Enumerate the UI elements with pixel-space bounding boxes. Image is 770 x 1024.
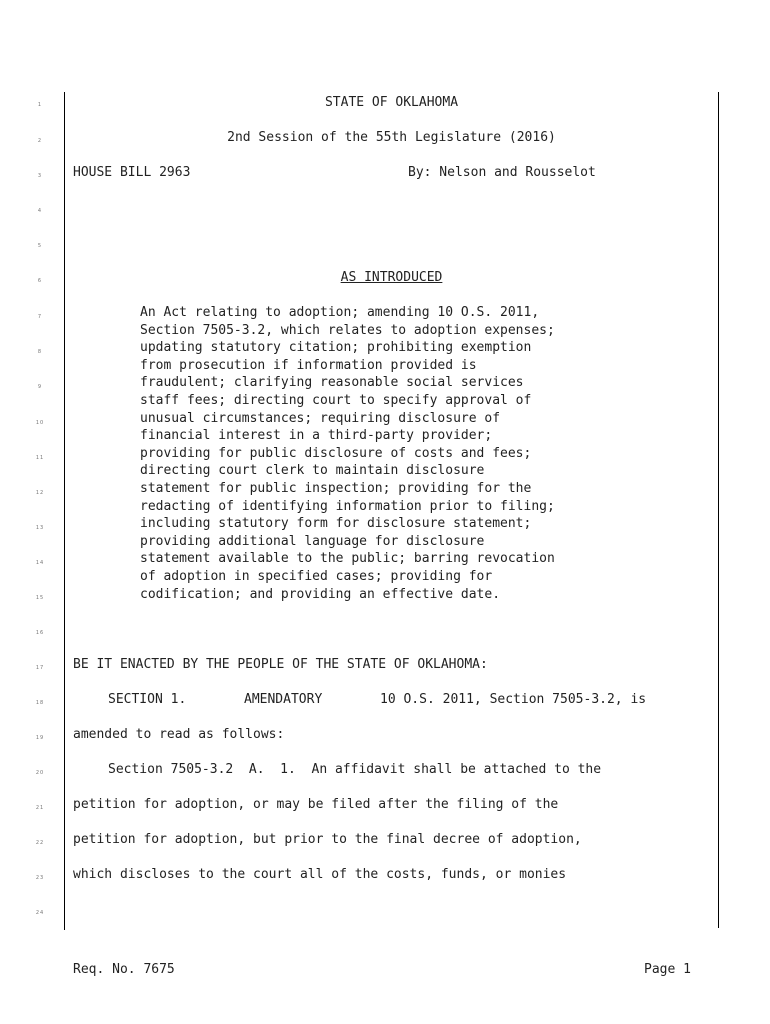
bill-number: HOUSE BILL 2963	[73, 165, 191, 180]
abstract-line: redacting of identifying information prior to filing;	[140, 498, 555, 514]
line-number: 3	[37, 173, 43, 179]
session-heading: 2nd Session of the 55th Legislature (2016)	[227, 130, 556, 145]
left-margin-rule	[64, 92, 65, 930]
line-number: 14	[35, 560, 45, 566]
abstract-line: providing additional language for disclosure	[140, 533, 485, 549]
section-label: SECTION 1.	[108, 692, 187, 707]
bill-abstract	[140, 304, 555, 603]
body-line-23: which discloses to the court all of the costs, funds, or monies	[73, 867, 567, 882]
abstract-line: updating statutory citation; prohibiting exemption	[140, 340, 532, 356]
line-number: 23	[35, 875, 45, 881]
abstract-line: directing court clerk to maintain disclosure	[140, 463, 485, 479]
line-number: 24	[35, 910, 45, 916]
line-number: 18	[35, 700, 45, 706]
line-number: 22	[35, 840, 45, 846]
abstract-line: An Act relating to adoption; amending 10 O.S. 2011,	[140, 305, 540, 320]
enacting-clause: BE IT ENACTED BY THE PEOPLE OF THE STATE OF OKLAHOMA:	[73, 657, 488, 672]
request-number: Req. No. 7675	[73, 962, 175, 977]
line-number: 10	[35, 420, 45, 426]
line-number: 21	[35, 805, 45, 811]
right-margin-rule	[718, 92, 719, 928]
line-number: 17	[35, 665, 45, 671]
abstract-line: codification; and providing an effective date.	[140, 586, 501, 602]
line-number: 2	[37, 138, 43, 144]
line-number: 7	[37, 314, 43, 320]
line-number: 12	[35, 490, 45, 496]
abstract-line: including statutory form for disclosure statement;	[140, 516, 532, 532]
line-number: 5	[37, 243, 43, 249]
abstract-line: unusual circumstances; requiring disclosure of	[140, 410, 501, 426]
line-number: 9	[37, 384, 43, 390]
status-heading: AS INTRODUCED	[340, 270, 443, 285]
bill-authors: By: Nelson and Rousselot	[408, 165, 596, 180]
section-type: AMENDATORY	[244, 692, 323, 707]
line-number: 6	[37, 278, 43, 284]
page-number: Page 1	[644, 962, 691, 977]
abstract-line: statement for public inspection; providing for the	[140, 480, 532, 496]
abstract-line: Section 7505-3.2, which relates to adoption expenses;	[140, 322, 555, 338]
line-number: 1	[37, 102, 43, 108]
line-number: 15	[35, 595, 45, 601]
line-number: 16	[35, 630, 45, 636]
state-heading: STATE OF OKLAHOMA	[324, 95, 459, 110]
body-line-19: amended to read as follows:	[73, 727, 285, 742]
abstract-line: from prosecution if information provided is	[140, 357, 477, 373]
abstract-line: statement available to the public; barring revocation	[140, 551, 555, 567]
abstract-line: fraudulent; clarifying reasonable social services	[140, 375, 524, 391]
line-number: 19	[35, 735, 45, 741]
line-number: 8	[37, 349, 43, 355]
line-number: 13	[35, 525, 45, 531]
abstract-line: of adoption in specified cases; providing for	[140, 568, 493, 584]
abstract-line: financial interest in a third-party provider;	[140, 428, 493, 444]
line-number: 4	[37, 208, 43, 214]
line-number: 20	[35, 770, 45, 776]
body-line-20: Section 7505-3.2 A. 1. An affidavit shall be attached to the	[108, 762, 602, 777]
body-line-22: petition for adoption, but prior to the final decree of adoption,	[73, 832, 582, 847]
abstract-line: staff fees; directing court to specify approval of	[140, 392, 532, 408]
abstract-line: providing for public disclosure of costs and fees;	[140, 445, 532, 461]
line-number: 11	[35, 455, 45, 461]
section-citation: 10 O.S. 2011, Section 7505-3.2, is	[380, 692, 647, 707]
body-line-21: petition for adoption, or may be filed after the filing of the	[73, 797, 559, 812]
